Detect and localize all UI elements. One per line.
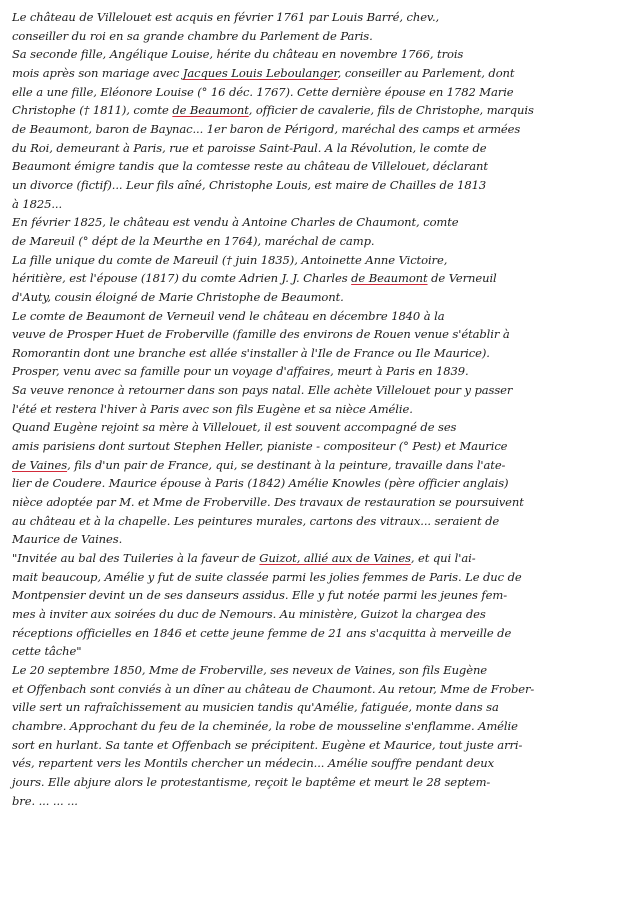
text-line	[12, 493, 611, 512]
text-line	[12, 642, 611, 661]
text-segment: Christophe († 1811), comte	[12, 103, 173, 118]
text-line	[12, 176, 611, 195]
text-segment: Quand Eugène rejoint sa mère à Villelouet, il est souvent accompagné de ses	[12, 420, 457, 435]
text-segment: de Beaumont, baron de Baynac... 1er baron de Périgord, maréchal des camps et armées	[12, 121, 521, 136]
text-segment: lier de Coudere. Maurice épouse à Paris (1842) Amélie Knowles (père officier anglais)	[12, 476, 509, 491]
paragraph	[12, 8, 611, 45]
text-segment: amis parisiens dont surtout Stephen Heller, pianiste - compositeur (° Pest) et Maurice	[12, 439, 508, 454]
text-segment: Prosper, venu avec sa famille pour un voyage d'affaires, meurt à Paris en 1839.	[12, 364, 469, 379]
text-line	[12, 195, 611, 214]
underlined-name: Guizot, allié aux de Vaines	[259, 551, 411, 566]
text-segment: La fille unique du comte de Mareuil († juin 1835), Antoinette Anne Victoire,	[12, 252, 448, 267]
text-segment: d'Auty, cousin éloigné de Marie Christophe de Beaumont.	[12, 289, 344, 304]
text-segment: "Invitée au bal des Tuileries à la faveur de	[12, 551, 260, 566]
text-segment: Le comte de Beaumont de Verneuil vend le château en décembre 1840 à la	[12, 308, 445, 323]
text-line	[12, 269, 611, 288]
paragraph	[12, 251, 611, 307]
text-segment: à 1825...	[12, 196, 63, 211]
text-segment: Montpensier devint un de ses danseurs assidus. Elle y fut notée parmi les jeunes fem-	[12, 588, 507, 603]
text-line	[12, 754, 611, 773]
underlined-name: de Vaines	[12, 457, 68, 472]
text-segment: , conseiller au Parlement, dont	[337, 65, 515, 80]
text-segment: Le château de Villelouet est acquis en février 1761 par Louis Barré, chev.,	[12, 10, 440, 24]
text-line	[12, 139, 611, 158]
text-segment: du Roi, demeurant à Paris, rue et paroisse Saint-Paul. A la Révolution, le comte de	[12, 140, 487, 155]
text-line	[12, 213, 611, 232]
underlined-name: de Beaumont	[351, 271, 428, 286]
text-line	[12, 45, 611, 64]
text-segment: vés, repartent vers les Montils chercher un médecin... Amélie souffre pendant deux	[12, 756, 494, 771]
text-line	[12, 661, 611, 680]
text-line	[12, 698, 611, 717]
text-segment: , fils d'un pair de France, qui, se destinant à la peinture, travaille dans l'ate-	[67, 457, 506, 472]
text-segment: jours. Elle abjure alors le protestantisme, reçoit le baptême et meurt le 28 septem-	[12, 774, 491, 789]
text-line	[12, 101, 611, 120]
text-line	[12, 325, 611, 344]
text-line	[12, 549, 611, 568]
text-line	[12, 400, 611, 419]
text-segment: réceptions officielles en 1846 et cette jeune femme de 21 ans s'acquitta à merveille de	[12, 625, 512, 640]
text-line	[12, 307, 611, 326]
text-line	[12, 736, 611, 755]
text-segment: conseiller du roi en sa grande chambre du Parlement de Paris.	[12, 28, 373, 43]
text-line	[12, 362, 611, 381]
text-segment: chambre. Approchant du feu de la cheminée, la robe de mousseline s'enflamme. Amélie	[12, 718, 518, 733]
paragraph	[12, 362, 611, 418]
text-line	[12, 792, 611, 811]
text-segment: cette tâche"	[12, 644, 82, 659]
text-line	[12, 717, 611, 736]
paragraph	[12, 418, 611, 549]
text-segment: au château et à la chapelle. Les peintures murales, cartons des vitraux... seraient de	[12, 513, 500, 528]
text-line	[12, 232, 611, 251]
text-segment: , et qui l'ai-	[410, 551, 476, 566]
text-line	[12, 251, 611, 270]
text-segment: sort en hurlant. Sa tante et Offenbach se précipitent. Eugène et Maurice, tout juste arri-	[12, 737, 523, 752]
text-line	[12, 586, 611, 605]
text-line	[12, 474, 611, 493]
paragraph	[12, 661, 611, 810]
text-segment: de Mareuil (° dépt de la Meurthe en 1764), maréchal de camp.	[12, 233, 375, 248]
text-segment: de Verneuil	[427, 271, 497, 286]
text-segment: veuve de Prosper Huet de Froberville (famille des environs de Rouen venue s'établir à	[12, 327, 510, 342]
text-segment: Beaumont émigre tandis que la comtesse reste au château de Villelouet, déclarant	[12, 159, 488, 174]
text-segment: , officier de cavalerie, fils de Christophe, marquis	[248, 103, 534, 118]
text-segment: Romorantin dont une branche est allée s'installer à l'Ile de France ou Ile Maurice).	[12, 345, 490, 360]
text-line	[12, 456, 611, 475]
paragraph	[12, 307, 611, 363]
text-line	[12, 157, 611, 176]
text-segment: héritière, est l'épouse (1817) du comte Adrien J. J. Charles	[12, 271, 352, 286]
text-segment: bre. ... ... ...	[12, 793, 78, 808]
text-line	[12, 27, 611, 46]
text-segment: mes à inviter aux soirées du duc de Nemours. Au ministère, Guizot la chargea des	[12, 607, 486, 621]
text-line	[12, 624, 611, 643]
text-segment: un divorce (fictif)... Leur fils aîné, Christophe Louis, est maire de Chailles de 1813	[12, 177, 487, 192]
text-line	[12, 418, 611, 437]
text-line	[12, 512, 611, 531]
underlined-name: Jacques Louis Leboulanger	[182, 65, 338, 80]
text-segment: ville sert un rafraîchissement au musicien tandis qu'Amélie, fatiguée, monte dans sa	[12, 700, 499, 715]
text-line	[12, 680, 611, 699]
text-line	[12, 381, 611, 400]
text-segment: Sa veuve renonce à retourner dans son pays natal. Elle achète Villelouet pour y passer	[12, 383, 513, 398]
paragraph	[12, 549, 611, 661]
text-line	[12, 8, 611, 27]
paragraph	[12, 213, 611, 250]
underlined-name: de Beaumont	[172, 103, 249, 118]
text-segment: Le 20 septembre 1850, Mme de Froberville, ses neveux de Vaines, son fils Eugène	[12, 662, 488, 677]
text-segment: nièce adoptée par M. et Mme de Froberville. Des travaux de restauration se poursuivent	[12, 495, 524, 510]
text-line	[12, 83, 611, 102]
text-line	[12, 344, 611, 363]
text-line	[12, 773, 611, 792]
text-line	[12, 120, 611, 139]
text-segment: l'été et restera l'hiver à Paris avec son fils Eugène et sa nièce Amélie.	[12, 401, 413, 416]
text-segment: Sa seconde fille, Angélique Louise, hérite du château en novembre 1766, trois	[12, 47, 464, 62]
text-line	[12, 64, 611, 83]
text-line	[12, 605, 611, 624]
text-body	[12, 8, 611, 810]
text-line	[12, 530, 611, 549]
text-line	[12, 437, 611, 456]
text-segment: Maurice de Vaines.	[12, 532, 123, 547]
text-segment: elle a une fille, Eléonore Louise (° 16 déc. 1767). Cette dernière épouse en 1782 Marie	[12, 84, 514, 99]
text-line	[12, 568, 611, 587]
text-line	[12, 288, 611, 307]
text-segment: et Offenbach sont conviés à un dîner au château de Chaumont. Au retour, Mme de Frober-	[12, 681, 535, 696]
text-segment: mois après son mariage avec	[12, 65, 183, 80]
text-segment: En février 1825, le château est vendu à Antoine Charles de Chaumont, comte	[12, 215, 459, 230]
text-segment: mait beaucoup, Amélie y fut de suite classée parmi les jolies femmes de Paris. Le duc de	[12, 569, 522, 584]
paragraph	[12, 45, 611, 213]
